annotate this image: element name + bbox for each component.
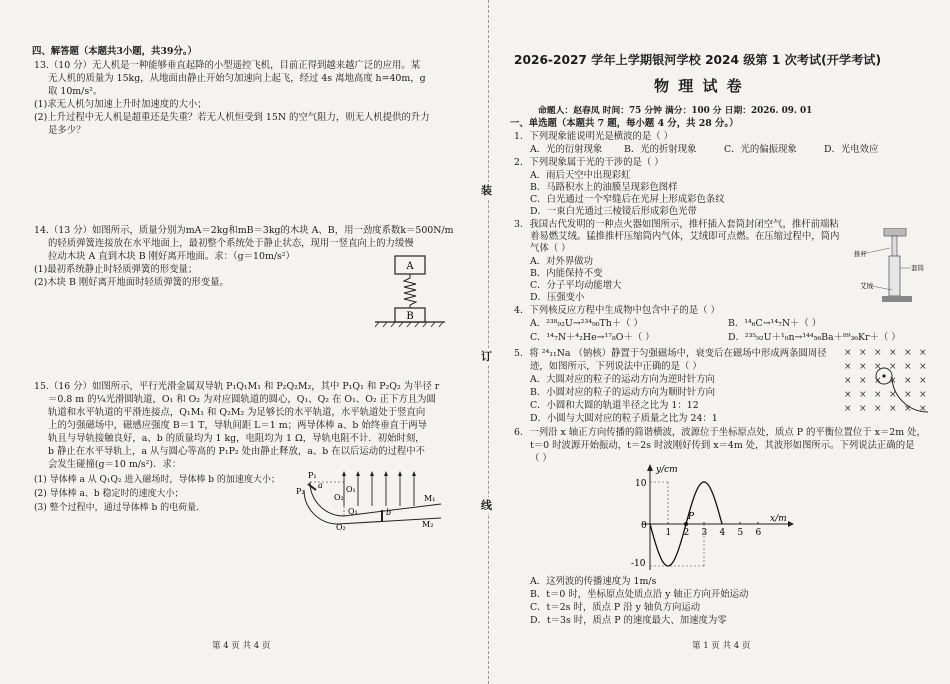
field-x-mark: × <box>859 376 867 386</box>
label-push-rod: 推杆 <box>854 250 867 258</box>
nucleus-dot <box>882 374 885 377</box>
field-x-mark: × <box>874 376 882 386</box>
q6-stem-line: 6．一列沿 x 轴正方向传播的简谐横波，波源位于坐标原点处，质点 P 的平衡位置位于 x＝2m 处， <box>514 427 926 438</box>
q4-option-c: C．¹⁴₇N＋⁴₂He→¹⁷₈O＋（ ） <box>530 332 655 343</box>
gutter-char-zhuang: 装 <box>481 184 492 197</box>
q2-option-b: B．马路积水上的油膜呈现彩色图样 <box>530 182 678 193</box>
field-x-mark: × <box>904 362 912 372</box>
q15-subq: (3) 整个过程中，通过导体棒 b 的电荷量. <box>34 503 199 513</box>
y-tick-label: 10 <box>635 479 647 489</box>
field-x-mark: × <box>904 348 912 358</box>
label-p1: P₁ <box>308 471 317 480</box>
q1-option-c: C．光的偏振现象 <box>724 144 797 155</box>
label-a: a <box>318 481 323 490</box>
exam-meta: 命题人：赵春凤 时间：75 分钟 满分：100 分 日期：2026. 09. 01 <box>538 106 813 116</box>
label-m2: M₂ <box>422 520 434 529</box>
y-axis-arrow <box>647 464 653 471</box>
q14-line: 拉动木块 A 直到木块 B 刚好离开地面。求：（g＝10m/s²） <box>48 251 295 262</box>
field-x-mark: × <box>889 362 897 372</box>
y-tick-label: -10 <box>631 559 646 569</box>
fire-piston-figure <box>854 228 934 312</box>
x-tick-label: 3 <box>701 528 708 538</box>
q15-line: b 静止在水平导轨上，a 从与圆心等高的 P₁P₂ 处由静止释放，a、b 在以后运动的过程中不 <box>48 446 425 457</box>
rod-a <box>308 484 316 490</box>
point-p <box>684 522 688 526</box>
field-x-mark: × <box>919 376 927 386</box>
q14-line: 的轻质弹簧连接放在水平地面上，最初整个系统处于静止状态，现用一竖直向上的力缓慢 <box>48 238 414 249</box>
field-x-mark: × <box>919 404 927 414</box>
label-q2: Q₂ <box>336 523 346 530</box>
field-x-mark: × <box>889 376 897 386</box>
field-x-mark: × <box>919 390 927 400</box>
x-tick-label: 2 <box>683 528 690 538</box>
field-x-mark: × <box>859 348 867 358</box>
q15-subq: (2) 导体棒 a、b 稳定时的速度大小； <box>34 489 184 499</box>
q5-option-c: C．小圆和大圆的轨道半径之比为 1：12 <box>530 400 699 411</box>
q15-line: 上的匀强磁场中，磁感应强度 B＝1 T，导轨间距 L＝1 m；两导体棒 a、b 始终垂直于两导 <box>48 420 428 431</box>
y-axis-label: y/cm <box>656 465 678 475</box>
q3-stem-line: 气体（ ） <box>530 243 571 254</box>
q6-option-a: A．这列波的传播速度为 1m/s <box>530 576 657 587</box>
q2-option-c: C．白光通过一个窄缝后在光屏上形成彩色条纹 <box>530 194 725 205</box>
field-x-mark: × <box>874 390 882 400</box>
field-x-mark: × <box>919 348 927 358</box>
q6-stem-line: （ ） <box>530 453 552 464</box>
q3-option-c: C．分子平均动能增大 <box>530 280 622 291</box>
ground-hatch <box>375 322 443 327</box>
gutter-char-xian: 线 <box>481 499 492 512</box>
base <box>882 296 912 302</box>
field-arrowheads <box>342 471 416 476</box>
right-page-footer: 第 1 页 共 4 页 <box>692 641 751 651</box>
x-tick-label: 4 <box>719 528 726 538</box>
field-x-mark: × <box>904 390 912 400</box>
field-x-marks <box>844 348 927 414</box>
field-x-mark: × <box>889 404 897 414</box>
x-tick-label: 1 <box>665 528 672 538</box>
q13-line: 取 10m/s²。 <box>48 86 103 97</box>
q13-line: (2)上升过程中无人机是超重还是失重？若无人机恒受到 15N 的空气阻力，则无人机提供的升力 <box>34 112 430 123</box>
q3-stem-line: 着易燃艾绒。猛推推杆压缩筒内气体，艾绒即可点燃。在压缩过程中，筒内 <box>530 231 840 242</box>
field-x-mark: × <box>919 362 927 372</box>
push-rod-handle <box>884 228 906 236</box>
q5-option-d: D．小圆与大圆对应的粒子质量之比为 24：1 <box>530 413 718 424</box>
q1-option-d: D．光电效应 <box>824 144 879 155</box>
label-q1: Q₁ <box>348 507 358 516</box>
x-axis-arrow <box>788 521 794 527</box>
q13-line: (1)求无人机匀加速上升时加速度的大小； <box>34 99 207 110</box>
block-a-label: A <box>406 261 414 272</box>
q3-option-b: B．内能保持不变 <box>530 268 603 279</box>
q5-option-a: A．大圆对应的粒子的运动方向为逆时针方向 <box>530 374 715 385</box>
q2-option-d: D．一束白光通过三棱镜后形成彩色光带 <box>530 206 697 217</box>
q6-option-b: B．t＝0 时，坐标原点处质点沿 y 轴正方向开始运动 <box>530 589 749 600</box>
exam-title: 2026-2027 学年上学期银河学校 2024 级第 1 次考试(开学考试) <box>514 53 882 67</box>
left-page-footer: 第 4 页 共 4 页 <box>212 641 271 651</box>
q4-option-a: A．²³⁸₉₂U→²³⁴₉₀Th＋（ ） <box>530 318 643 329</box>
q13-line: 无人机的质量为 15kg，从地面由静止开始匀加速向上起飞，经过 4s 离地高度 h=40m，g <box>48 73 426 84</box>
q6-stem-line: t＝0 时波源开始振动，t＝2s 时波刚好传到 x＝4m 处，其波形如图所示。下列说法正确的是 <box>530 440 915 451</box>
field-x-mark: × <box>844 376 852 386</box>
q15-line: 15.（16 分）如图所示，平行光滑金属双导轨 P₁Q₁M₁ 和 P₂Q₂M₂，其中 P₁Q₁ 和 P₂Q₂ 为半径 r <box>34 381 440 392</box>
q14-line: (2)木块 B 刚好离开地面时轻质弹簧的形变量。 <box>34 277 229 288</box>
field-x-mark: × <box>844 404 852 414</box>
wave-graph <box>628 462 798 574</box>
rail-figure <box>296 466 446 530</box>
q2-stem: 2．下列现象属于光的干涉的是（ ） <box>514 157 664 168</box>
field-x-mark: × <box>844 390 852 400</box>
q3-option-d: D．压强变小 <box>530 292 585 303</box>
field-x-mark: × <box>874 404 882 414</box>
q1-stem: 1．下列现象能说明光是横波的是（ ） <box>514 131 673 142</box>
section-4-heading: 四、解答题（本题共3小题，共39分。） <box>32 46 197 57</box>
field-x-mark: × <box>859 362 867 372</box>
q2-option-a: A．雨后天空中出现彩虹 <box>530 170 631 181</box>
q1-option-a: A．光的衍射现象 <box>530 144 603 155</box>
q5-stem-line: 5．将 ²⁴₁₁Na （钠核）静置于匀强磁场中，衰变后在磁场中形成两条圆周径 <box>514 348 827 359</box>
q15-subq: (1) 导体棒 a 从 Q₁Q₂ 进入磁场时，导体棒 b 的加速度大小； <box>34 475 280 485</box>
point-p-label: P <box>688 512 695 522</box>
push-rod <box>892 236 897 258</box>
label-o2: O₂ <box>334 493 344 502</box>
section-1-heading: 一、单选题（本题共 7 题，每小题 4 分，共 28 分。） <box>510 118 739 129</box>
q15-line: 会发生碰撞(g＝10 m/s²)．求： <box>48 459 182 470</box>
magnetic-field-figure <box>842 346 934 420</box>
q4-option-b: B．¹⁴₆C→¹⁴₇N＋（ ） <box>728 318 822 329</box>
q13-line: 是多少？ <box>48 125 86 136</box>
field-x-mark: × <box>859 390 867 400</box>
q15-line: ＝0.8 m 的¼光滑圆轨道，O₁ 和 O₂ 为对应圆轨道的圆心，Q₁、Q₂ 在 O₁、O₂ 正下方且为圆 <box>48 394 436 405</box>
x-axis-label: x/m <box>770 514 787 524</box>
field-x-mark: × <box>844 362 852 372</box>
label-moxa: 艾绒 <box>860 282 873 290</box>
field-x-mark: × <box>904 404 912 414</box>
q6-option-c: C．t＝2s 时，质点 P 沿 y 轴负方向运动 <box>530 602 701 613</box>
right-page <box>478 0 950 684</box>
q3-stem-line: 3．我国古代发明的一种点火器如图所示，推杆插入套筒封闭空气，推杆前端粘 <box>514 219 839 230</box>
flat-rail-1 <box>344 504 441 516</box>
q5-option-b: B．小圆对应的粒子的运动方向为顺时针方向 <box>530 387 716 398</box>
label-sleeve: 套筒 <box>911 264 924 272</box>
q3-option-a: A．对外界做功 <box>530 256 594 267</box>
q15-line: 轨且与导轨接触良好，a、b 的质量均为 1 kg，电阻均为 1 Ω，导轨电阻不计．初始时刻， <box>48 433 425 444</box>
q4-option-d: D．²³⁵₉₂U＋¹₀n→¹⁴⁴₅₆Ba＋⁸⁹₃₆Kr＋（ ） <box>728 332 901 343</box>
q14-line: (1)最初系统静止时轻质弹簧的形变量； <box>34 264 198 275</box>
spring <box>404 274 416 308</box>
label-m1: M₁ <box>424 494 436 503</box>
label-o1: O₁ <box>346 485 356 494</box>
q14-line: 14.（13 分）如图所示，质量分别为mA＝2kg和mB＝3kg的木块 A、B，用一劲度系数k＝500N/m <box>34 225 454 236</box>
label-b: b <box>386 508 392 517</box>
x-tick-label: 6 <box>755 528 762 538</box>
gutter-char-ding: 订 <box>481 350 492 363</box>
q1-option-b: B．光的折射现象 <box>624 144 697 155</box>
field-x-mark: × <box>874 362 882 372</box>
exam-subject: 物 理 试 卷 <box>654 77 744 95</box>
block-b-label: B <box>406 311 414 322</box>
spring-blocks-figure <box>370 252 450 332</box>
q6-option-d: D．t＝3s 时，质点 P 的速度最大、加速度为零 <box>530 615 727 626</box>
q13-line: 13.（10 分）无人机是一种能够垂直起降的小型遥控飞机，目前正得到越来越广泛的应用。某 <box>34 60 421 71</box>
origin-label: 0 <box>641 521 647 531</box>
field-x-mark: × <box>889 348 897 358</box>
field-x-mark: × <box>844 348 852 358</box>
field-x-mark: × <box>904 376 912 386</box>
sleeve-tube <box>889 256 900 296</box>
field-x-mark: × <box>859 404 867 414</box>
x-tick-label: 5 <box>737 528 744 538</box>
label-p2: P₂ <box>296 487 305 496</box>
field-x-mark: × <box>874 348 882 358</box>
field-x-mark: × <box>889 390 897 400</box>
q4-stem: 4．下列核反应方程中生成物中包含中子的是（ ） <box>514 305 720 316</box>
q15-line: 轨道和水平轨道的平滑连接点，Q₁M₁ 和 Q₂M₂ 为足够长的水平轨道，水平轨道处于竖直向 <box>48 407 426 418</box>
q5-stem-line: 迹，如图所示，下列说法中正确的是（ ） <box>530 361 702 372</box>
